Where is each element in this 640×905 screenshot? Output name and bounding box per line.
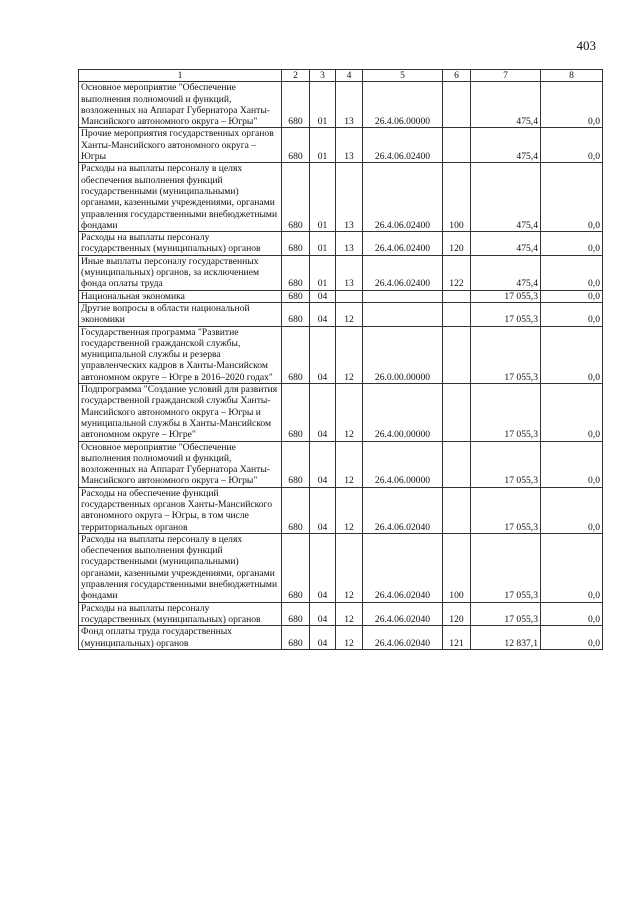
row-name-cell: Расходы на выплаты персоналу в целях обеспечения выполнения функций государственными (муниципальными) органами, казенными учреждениями, органами управления государственными внебюджетными фондами bbox=[79, 163, 282, 232]
table-row bbox=[79, 232, 603, 256]
header-cell: 8 bbox=[541, 70, 603, 82]
admin-code-cell: 680 bbox=[282, 232, 310, 256]
expense-type-cell bbox=[443, 326, 471, 383]
amount-cell: 17 055,3 bbox=[471, 302, 541, 326]
admin-code-cell: 680 bbox=[282, 326, 310, 383]
row-name-cell: Основное мероприятие "Обеспечение выполнения полномочий и функций, возложенных на Аппарат Губернатора Ханты-Мансийского автономного округа – Югры" bbox=[79, 441, 282, 487]
target-article-cell: 26.4.06.00000 bbox=[363, 441, 443, 487]
subsection-cell: 12 bbox=[336, 326, 363, 383]
subsection-cell: 12 bbox=[336, 602, 363, 626]
amount-cell: 17 055,3 bbox=[471, 487, 541, 533]
target-article-cell: 26.4.06.02040 bbox=[363, 533, 443, 602]
header-cell: 2 bbox=[282, 70, 310, 82]
table-row bbox=[79, 326, 603, 383]
section-cell: 04 bbox=[310, 290, 336, 302]
header-cell: 7 bbox=[471, 70, 541, 82]
amount-second-cell: 0,0 bbox=[541, 232, 603, 256]
row-name-cell: Национальная экономика bbox=[79, 290, 282, 302]
amount-second-cell: 0,0 bbox=[541, 441, 603, 487]
target-article-cell: 26.4.00.00000 bbox=[363, 384, 443, 441]
admin-code-cell: 680 bbox=[282, 302, 310, 326]
target-article-cell: 26.4.06.02400 bbox=[363, 128, 443, 163]
amount-second-cell: 0,0 bbox=[541, 163, 603, 232]
admin-code-cell: 680 bbox=[282, 82, 310, 128]
subsection-cell bbox=[336, 290, 363, 302]
target-article-cell: 26.0.00.00000 bbox=[363, 326, 443, 383]
amount-cell: 475,4 bbox=[471, 255, 541, 290]
section-cell: 01 bbox=[310, 82, 336, 128]
table-row bbox=[79, 255, 603, 290]
table-row bbox=[79, 290, 603, 302]
amount-cell: 475,4 bbox=[471, 82, 541, 128]
subsection-cell: 13 bbox=[336, 163, 363, 232]
table-row bbox=[79, 626, 603, 650]
target-article-cell: 26.4.06.02400 bbox=[363, 232, 443, 256]
amount-cell: 12 837,1 bbox=[471, 626, 541, 650]
admin-code-cell: 680 bbox=[282, 163, 310, 232]
expense-type-cell bbox=[443, 441, 471, 487]
table-row bbox=[79, 533, 603, 602]
admin-code-cell: 680 bbox=[282, 384, 310, 441]
expense-type-cell: 122 bbox=[443, 255, 471, 290]
target-article-cell: 26.4.06.00000 bbox=[363, 82, 443, 128]
target-article-cell: 26.4.06.02040 bbox=[363, 602, 443, 626]
subsection-cell: 12 bbox=[336, 441, 363, 487]
section-cell: 01 bbox=[310, 255, 336, 290]
amount-cell: 17 055,3 bbox=[471, 533, 541, 602]
table-row bbox=[79, 487, 603, 533]
expense-type-cell bbox=[443, 82, 471, 128]
section-cell: 04 bbox=[310, 533, 336, 602]
admin-code-cell: 680 bbox=[282, 255, 310, 290]
section-cell: 04 bbox=[310, 487, 336, 533]
section-cell: 01 bbox=[310, 232, 336, 256]
amount-second-cell: 0,0 bbox=[541, 602, 603, 626]
expense-type-cell: 121 bbox=[443, 626, 471, 650]
subsection-cell: 13 bbox=[336, 232, 363, 256]
table-row bbox=[79, 441, 603, 487]
amount-cell: 17 055,3 bbox=[471, 602, 541, 626]
budget-table bbox=[78, 69, 603, 650]
amount-second-cell: 0,0 bbox=[541, 326, 603, 383]
section-cell: 04 bbox=[310, 326, 336, 383]
target-article-cell: 26.4.06.02040 bbox=[363, 487, 443, 533]
amount-second-cell: 0,0 bbox=[541, 255, 603, 290]
amount-cell: 17 055,3 bbox=[471, 441, 541, 487]
amount-cell: 475,4 bbox=[471, 232, 541, 256]
row-name-cell: Расходы на выплаты персоналу государственных (муниципальных) органов bbox=[79, 232, 282, 256]
target-article-cell bbox=[363, 290, 443, 302]
amount-second-cell: 0,0 bbox=[541, 302, 603, 326]
amount-cell: 17 055,3 bbox=[471, 384, 541, 441]
row-name-cell: Расходы на обеспечение функций государственных органов Ханты-Мансийского автономного округа – Югры, в том числе территориальных органов bbox=[79, 487, 282, 533]
amount-cell: 475,4 bbox=[471, 128, 541, 163]
header-cell: 5 bbox=[363, 70, 443, 82]
section-cell: 04 bbox=[310, 302, 336, 326]
row-name-cell: Подпрограмма "Создание условий для развития государственной гражданской службы Ханты-Мансийского автономного округа – Югры и муниципальной службы в Ханты-Мансийском автономном округе – Югре" bbox=[79, 384, 282, 441]
target-article-cell bbox=[363, 302, 443, 326]
target-article-cell: 26.4.06.02400 bbox=[363, 163, 443, 232]
table-row bbox=[79, 82, 603, 128]
header-cell: 6 bbox=[443, 70, 471, 82]
expense-type-cell: 100 bbox=[443, 163, 471, 232]
row-name-cell: Расходы на выплаты персоналу в целях обеспечения выполнения функций государственными (муниципальными) органами, казенными учреждениями, органами управления государственными внебюджетными фондами bbox=[79, 533, 282, 602]
expense-type-cell bbox=[443, 128, 471, 163]
section-cell: 01 bbox=[310, 163, 336, 232]
subsection-cell: 12 bbox=[336, 626, 363, 650]
amount-second-cell: 0,0 bbox=[541, 290, 603, 302]
table-header-row bbox=[79, 70, 603, 82]
amount-cell: 475,4 bbox=[471, 163, 541, 232]
admin-code-cell: 680 bbox=[282, 487, 310, 533]
subsection-cell: 13 bbox=[336, 82, 363, 128]
amount-cell: 17 055,3 bbox=[471, 326, 541, 383]
expense-type-cell: 120 bbox=[443, 232, 471, 256]
section-cell: 04 bbox=[310, 602, 336, 626]
expense-type-cell: 120 bbox=[443, 602, 471, 626]
section-cell: 04 bbox=[310, 441, 336, 487]
expense-type-cell bbox=[443, 487, 471, 533]
amount-second-cell: 0,0 bbox=[541, 384, 603, 441]
expense-type-cell bbox=[443, 302, 471, 326]
amount-second-cell: 0,0 bbox=[541, 128, 603, 163]
row-name-cell: Государственная программа "Развитие государственной гражданской службы, муниципальной службы и резерва управленческих кадров в Ханты-Мансийском автономном округе – Югре в 2016–2020 годах" bbox=[79, 326, 282, 383]
header-cell: 4 bbox=[336, 70, 363, 82]
header-cell: 1 bbox=[79, 70, 282, 82]
table-row bbox=[79, 128, 603, 163]
table-row bbox=[79, 384, 603, 441]
row-name-cell: Фонд оплаты труда государственных (муниципальных) органов bbox=[79, 626, 282, 650]
target-article-cell: 26.4.06.02400 bbox=[363, 255, 443, 290]
table-row bbox=[79, 163, 603, 232]
amount-cell: 17 055,3 bbox=[471, 290, 541, 302]
row-name-cell: Другие вопросы в области национальной экономики bbox=[79, 302, 282, 326]
amount-second-cell: 0,0 bbox=[541, 82, 603, 128]
expense-type-cell bbox=[443, 384, 471, 441]
subsection-cell: 13 bbox=[336, 255, 363, 290]
admin-code-cell: 680 bbox=[282, 533, 310, 602]
admin-code-cell: 680 bbox=[282, 626, 310, 650]
page-number: 403 bbox=[576, 38, 596, 53]
amount-second-cell: 0,0 bbox=[541, 533, 603, 602]
row-name-cell: Расходы на выплаты персоналу государственных (муниципальных) органов bbox=[79, 602, 282, 626]
admin-code-cell: 680 bbox=[282, 441, 310, 487]
amount-second-cell: 0,0 bbox=[541, 487, 603, 533]
header-cell: 3 bbox=[310, 70, 336, 82]
subsection-cell: 12 bbox=[336, 384, 363, 441]
row-name-cell: Прочие мероприятия государственных органов Ханты-Мансийского автономного округа – Югры bbox=[79, 128, 282, 163]
row-name-cell: Основное мероприятие "Обеспечение выполнения полномочий и функций, возложенных на Аппарат Губернатора Ханты-Мансийского автономного округа – Югры" bbox=[79, 82, 282, 128]
section-cell: 04 bbox=[310, 384, 336, 441]
expense-type-cell bbox=[443, 290, 471, 302]
subsection-cell: 12 bbox=[336, 487, 363, 533]
subsection-cell: 12 bbox=[336, 533, 363, 602]
section-cell: 01 bbox=[310, 128, 336, 163]
admin-code-cell: 680 bbox=[282, 128, 310, 163]
target-article-cell: 26.4.06.02040 bbox=[363, 626, 443, 650]
expense-type-cell: 100 bbox=[443, 533, 471, 602]
admin-code-cell: 680 bbox=[282, 290, 310, 302]
table-row bbox=[79, 302, 603, 326]
section-cell: 04 bbox=[310, 626, 336, 650]
subsection-cell: 13 bbox=[336, 128, 363, 163]
row-name-cell: Иные выплаты персоналу государственных (муниципальных) органов, за исключением фонда оплаты труда bbox=[79, 255, 282, 290]
admin-code-cell: 680 bbox=[282, 602, 310, 626]
table-row bbox=[79, 602, 603, 626]
subsection-cell: 12 bbox=[336, 302, 363, 326]
amount-second-cell: 0,0 bbox=[541, 626, 603, 650]
